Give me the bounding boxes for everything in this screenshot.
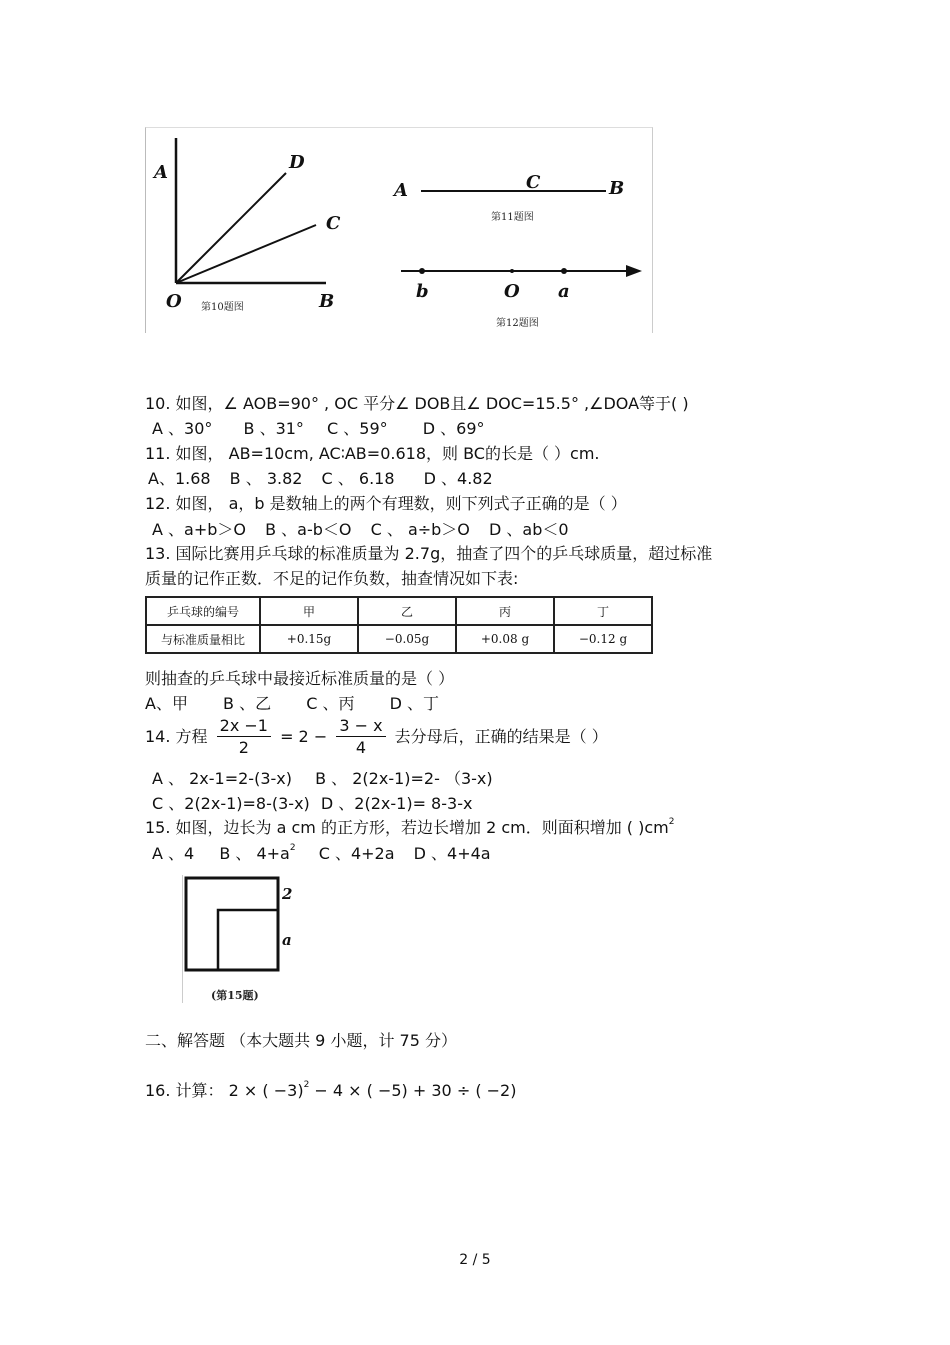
table-cell: −0.05g <box>358 625 456 653</box>
fraction-denominator: 4 <box>355 738 367 757</box>
q15-stem <box>145 818 675 838</box>
q12-options <box>152 520 569 540</box>
table-row <box>146 625 652 653</box>
table-header-cell: 甲 <box>260 597 358 625</box>
q12-option-b: B 、a-b＜O <box>265 520 352 539</box>
q15-stem-text: 15. 如图，边长为 a cm 的正方形，若边长增加 2 cm．则面积增加 ( )cm <box>145 818 669 837</box>
q14-equals: = 2 − <box>280 727 328 746</box>
q12-option-a: A 、a+b＞O <box>152 520 246 539</box>
q11-option-d: D 、4.82 <box>423 469 493 488</box>
fig12-label-o: O <box>504 281 520 302</box>
q10-option-a: A 、30° <box>152 419 213 438</box>
q12-stem: 12. 如图， a，b 是数轴上的两个有理数，则下列式子正确的是（ ） <box>145 494 627 513</box>
q16-expr-sup: 2 <box>303 1080 310 1090</box>
q13-option-c: C 、丙 <box>306 694 355 713</box>
figure-panel <box>145 127 653 333</box>
table-header-cell: 丙 <box>456 597 554 625</box>
fig10-label-d: D <box>289 152 305 173</box>
point-o <box>510 269 514 273</box>
fig11-label-a: A <box>394 180 408 201</box>
fig10-label-c: C <box>326 213 341 234</box>
q13-stem-line2: 质量的记作正数．不足的记作负数，抽查情况如下表: <box>145 569 519 588</box>
q15-option-d: D 、4+4a <box>413 844 491 863</box>
q15-options <box>152 844 491 864</box>
q16-expr-a: 2 × ( −3) <box>228 1081 304 1100</box>
q14-options-line1 <box>152 769 493 789</box>
q13-option-d: D 、丁 <box>389 694 439 713</box>
q16 <box>145 1081 516 1101</box>
q14-options-line2 <box>152 794 472 814</box>
q16-prefix: 16. 计算： <box>145 1081 224 1100</box>
q12-option-c: C 、 a÷b＞O <box>370 520 470 539</box>
table-row <box>146 597 652 625</box>
q14-option-d: D 、2(2x-1)= 8-3-x <box>320 794 473 813</box>
table-header-cell: 乒乓球的编号 <box>146 597 260 625</box>
q14-option-b: B 、 2(2x-1)=2- （3-x) <box>315 769 493 788</box>
ray-od <box>176 173 286 283</box>
q14-fraction-1 <box>217 716 271 759</box>
table-header-cell: 乙 <box>358 597 456 625</box>
q11-option-a: A、1.68 <box>148 469 211 488</box>
q13-option-b: B 、乙 <box>223 694 272 713</box>
fig10-label-b: B <box>319 291 335 312</box>
fraction-numerator: 3 − x <box>336 716 385 737</box>
q10-option-d: D 、69° <box>422 419 485 438</box>
q14-option-c: C 、2(2x-1)=8-(3-x) <box>152 794 310 813</box>
q11-option-b: B 、 3.82 <box>229 469 303 488</box>
fig11-caption: 第11题图 <box>491 212 534 223</box>
q12-option-d: D 、ab＜0 <box>489 520 569 539</box>
q16-expr-b: − 4 × ( −5) + 30 ÷ ( −2) <box>314 1081 517 1100</box>
table-cell: +0.15g <box>260 625 358 653</box>
fraction-denominator: 2 <box>238 738 249 757</box>
arrow-head <box>626 265 642 277</box>
fig10-label-a: A <box>154 162 168 183</box>
q14-prefix: 14. 方程 <box>145 727 208 746</box>
section2-title: 二、解答题 （本大题共 9 小题，计 75 分） <box>145 1031 457 1050</box>
fig15-label-2: 2 <box>282 885 293 903</box>
fig11-label-c: C <box>526 172 541 193</box>
table-cell: +0.08 g <box>456 625 554 653</box>
fig12-label-a: a <box>558 281 570 302</box>
q15-stem-sup: 2 <box>668 817 675 827</box>
point-a <box>561 268 567 274</box>
page-number: 2 / 5 <box>459 1252 491 1268</box>
ray-oc <box>176 225 316 283</box>
point-b <box>419 268 425 274</box>
fig15-caption: (第15题) <box>211 989 259 1002</box>
fig15-label-a: a <box>282 931 292 949</box>
q11-options <box>148 469 493 489</box>
q13-table <box>145 596 653 654</box>
q10-options <box>152 419 485 439</box>
table-cell: −0.12 g <box>554 625 652 653</box>
outer-square <box>186 878 278 970</box>
q13-option-a: A、甲 <box>145 694 188 713</box>
q10-option-c: C 、59° <box>327 419 388 438</box>
q13-stem-line3: 则抽查的乒乓球中最接近标准质量的是（ ） <box>145 669 455 688</box>
q11-stem: 11. 如图， AB=10cm, AC∶AB=0.618，则 BC的长是（ ）cm. <box>145 444 600 463</box>
inner-square <box>218 910 278 970</box>
q13-stem-line1: 13. 国际比赛用乒乓球的标准质量为 2.7g，抽查了四个的乒乓球质量，超过标准 <box>145 544 713 563</box>
q14-stem <box>145 716 608 759</box>
fraction-numerator: 2x −1 <box>217 716 271 737</box>
q15-option-a: A 、4 <box>152 844 195 863</box>
q14-suffix: 去分母后，正确的结果是（ ） <box>394 727 608 746</box>
fig10-caption: 第10题图 <box>201 302 244 313</box>
q14-fraction-2 <box>336 716 385 759</box>
fig12-label-b: b <box>416 281 429 302</box>
fig10-label-o: O <box>166 291 182 312</box>
table-cell: 与标准质量相比 <box>146 625 260 653</box>
q10-stem: 10. 如图，∠ AOB=90° , OC 平分∠ DOB且∠ DOC=15.5° ,∠DOA等于( ) <box>145 394 689 413</box>
q10-option-b: B 、31° <box>243 419 304 438</box>
fig12-caption: 第12题图 <box>496 318 539 329</box>
q13-options <box>145 694 439 714</box>
q15-option-b: B 、 $4+a^2$ <box>219 843 296 863</box>
fig15 <box>182 875 301 1003</box>
table-header-cell: 丁 <box>554 597 652 625</box>
fig11-label-b: B <box>609 178 625 199</box>
q14-option-a: A 、 2x-1=2-(3-x) <box>152 769 292 788</box>
q15-option-c: C 、4+2a <box>318 844 395 863</box>
q11-option-c: C 、 6.18 <box>321 469 395 488</box>
